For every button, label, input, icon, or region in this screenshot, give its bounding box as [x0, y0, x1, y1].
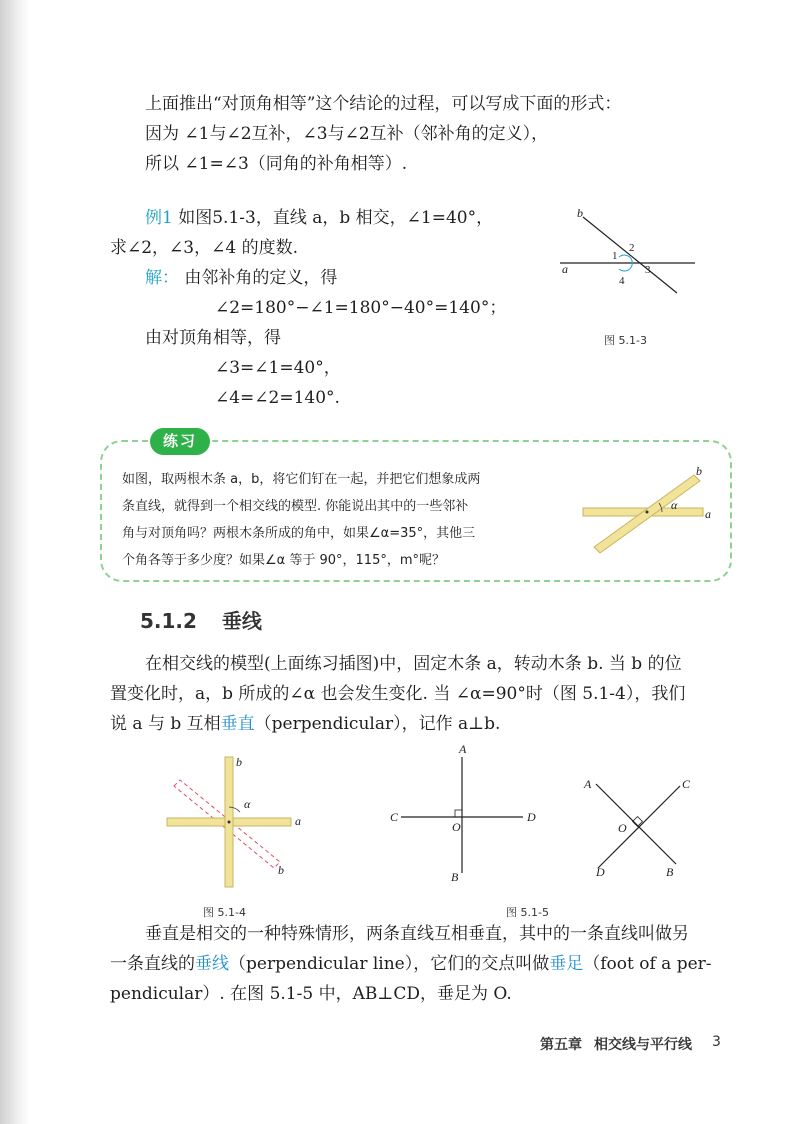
- solution-text-1: 由邻补角的定义，得: [184, 268, 338, 288]
- body-p1-line-2: 置变化时，a，b 所成的∠α 也会发生变化. 当 ∠α=90°时（图 5.1-4），我们: [110, 684, 686, 704]
- caption-5-1-4: 图 5.1-4: [203, 906, 246, 919]
- practice-tag: 练习: [150, 428, 210, 455]
- fig515-label-A: A: [459, 742, 467, 756]
- angle-1-label: 1: [612, 250, 618, 262]
- body-p2-line-2: [110, 952, 712, 976]
- fig514-alpha: α: [244, 797, 251, 811]
- body-p1-line-3-post: （perpendicular），记作 a⊥b.: [254, 714, 501, 734]
- practice-label-b: b: [696, 464, 702, 478]
- fig515b-label-C: C: [682, 777, 691, 791]
- body-p1-line-3: [110, 712, 500, 736]
- fig515b-label-O: O: [618, 821, 627, 835]
- practice-line-3: 角与对顶角吗？两根木条所成的角中，如果∠α=35°，其他三: [122, 526, 476, 541]
- fig514-label-b-dashed: b: [278, 863, 284, 877]
- solution-line-2: ∠2=180°−∠1=180°−40°=140°；: [215, 298, 507, 318]
- term-perpendicular: 垂直: [220, 714, 255, 734]
- fig514-label-b-top: b: [236, 755, 242, 769]
- label-b: b: [577, 206, 583, 220]
- body-p2-line-2-pre: 一条直线的: [110, 954, 195, 974]
- solution-line-4: ∠3=∠1=40°，: [215, 358, 341, 378]
- solution-line-3: 由对顶角相等，得: [145, 328, 281, 348]
- practice-figure: [578, 464, 728, 557]
- practice-line-1: 如图，取两根木条 a，b，将它们钉在一起，并把它们想象成两: [122, 472, 481, 487]
- fig515b-label-D: D: [596, 865, 605, 879]
- nail-point: [646, 511, 649, 514]
- example-text-1: 如图5.1-3，直线 a，b 相交，∠1=40°，: [178, 208, 494, 228]
- example-line-2: 求∠2，∠3，∠4 的度数.: [110, 238, 298, 258]
- footer-chapter: 第五章: [540, 1037, 582, 1053]
- body-p2-line-2-mid: （perpendicular line），它们的交点叫做: [229, 954, 550, 974]
- intro-line-2: 因为 ∠1与∠2互补，∠3与∠2互补（邻补角的定义），: [145, 124, 549, 144]
- line-ab-diagonal: [596, 784, 676, 864]
- figure-5-1-5-crossed: [580, 772, 700, 882]
- body-p2-line-3: pendicular）. 在图 5.1-5 中，AB⊥CD，垂足为 O.: [110, 984, 512, 1004]
- figure-5-1-3: [555, 205, 735, 295]
- caption-5-1-5: 图 5.1-5: [506, 906, 549, 919]
- page-binding-edge: [0, 0, 30, 1124]
- section-title: 垂线: [221, 609, 262, 633]
- section-heading: [140, 605, 262, 634]
- body-p2-line-1: 垂直是相交的一种特殊情形，两条直线互相垂直，其中的一条直线叫做另: [145, 924, 689, 944]
- figure-5-1-5: [385, 742, 545, 885]
- fig515b-label-A: A: [584, 777, 592, 791]
- body-p1-line-3-pre: 说 a 与 b 互相: [110, 714, 221, 734]
- solution-line-1: [145, 266, 337, 290]
- example-label: 例1: [145, 208, 173, 228]
- fig515-label-B: B: [451, 870, 459, 884]
- caption-5-1-3: 图 5.1-3: [604, 334, 647, 347]
- nail-point: [228, 821, 231, 824]
- fig514-label-a: a: [295, 814, 301, 828]
- practice-line-2: 条直线，就得到一个相交线的模型. 你能说出其中的一些邻补: [122, 499, 469, 514]
- practice-alpha-label: α: [671, 498, 678, 512]
- right-angle-mark: [455, 810, 462, 817]
- fig515-label-D: D: [527, 810, 536, 824]
- figure-5-1-4: [162, 752, 322, 892]
- solution-line-5: ∠4=∠2=140°.: [215, 388, 340, 408]
- intro-line-1: 上面推出“对顶角相等”这个结论的过程，可以写成下面的形式：: [145, 94, 622, 114]
- label-a: a: [562, 262, 568, 276]
- body-p2-line-2-post: （foot of a per-: [583, 954, 712, 974]
- angle-2-label: 2: [629, 242, 635, 254]
- body-p1-line-1: 在相交线的模型(上面练习插图)中，固定木条 a，转动木条 b. 当 b 的位: [145, 654, 682, 674]
- section-number: 5.1.2: [140, 609, 197, 633]
- fig515b-label-B: B: [666, 865, 674, 879]
- term-foot: 垂足: [549, 954, 584, 974]
- example-line-1: [145, 206, 493, 230]
- solution-label: 解：: [145, 268, 179, 288]
- angle-3-label: 3: [645, 264, 651, 276]
- fig515-label-C: C: [390, 810, 399, 824]
- line-b: [583, 217, 677, 293]
- practice-line-4: 个角各等于多少度？如果∠α 等于 90°，115°，m°呢？: [122, 553, 446, 568]
- page-number: 3: [712, 1034, 721, 1050]
- intro-line-3: 所以 ∠1=∠3（同角的补角相等）.: [145, 154, 408, 174]
- angle-4-label: 4: [619, 275, 625, 287]
- practice-label-a: a: [705, 507, 711, 521]
- fig515-label-O: O: [452, 820, 461, 834]
- term-perpendicular-line: 垂线: [195, 954, 229, 974]
- footer-title: 相交线与平行线: [594, 1037, 692, 1053]
